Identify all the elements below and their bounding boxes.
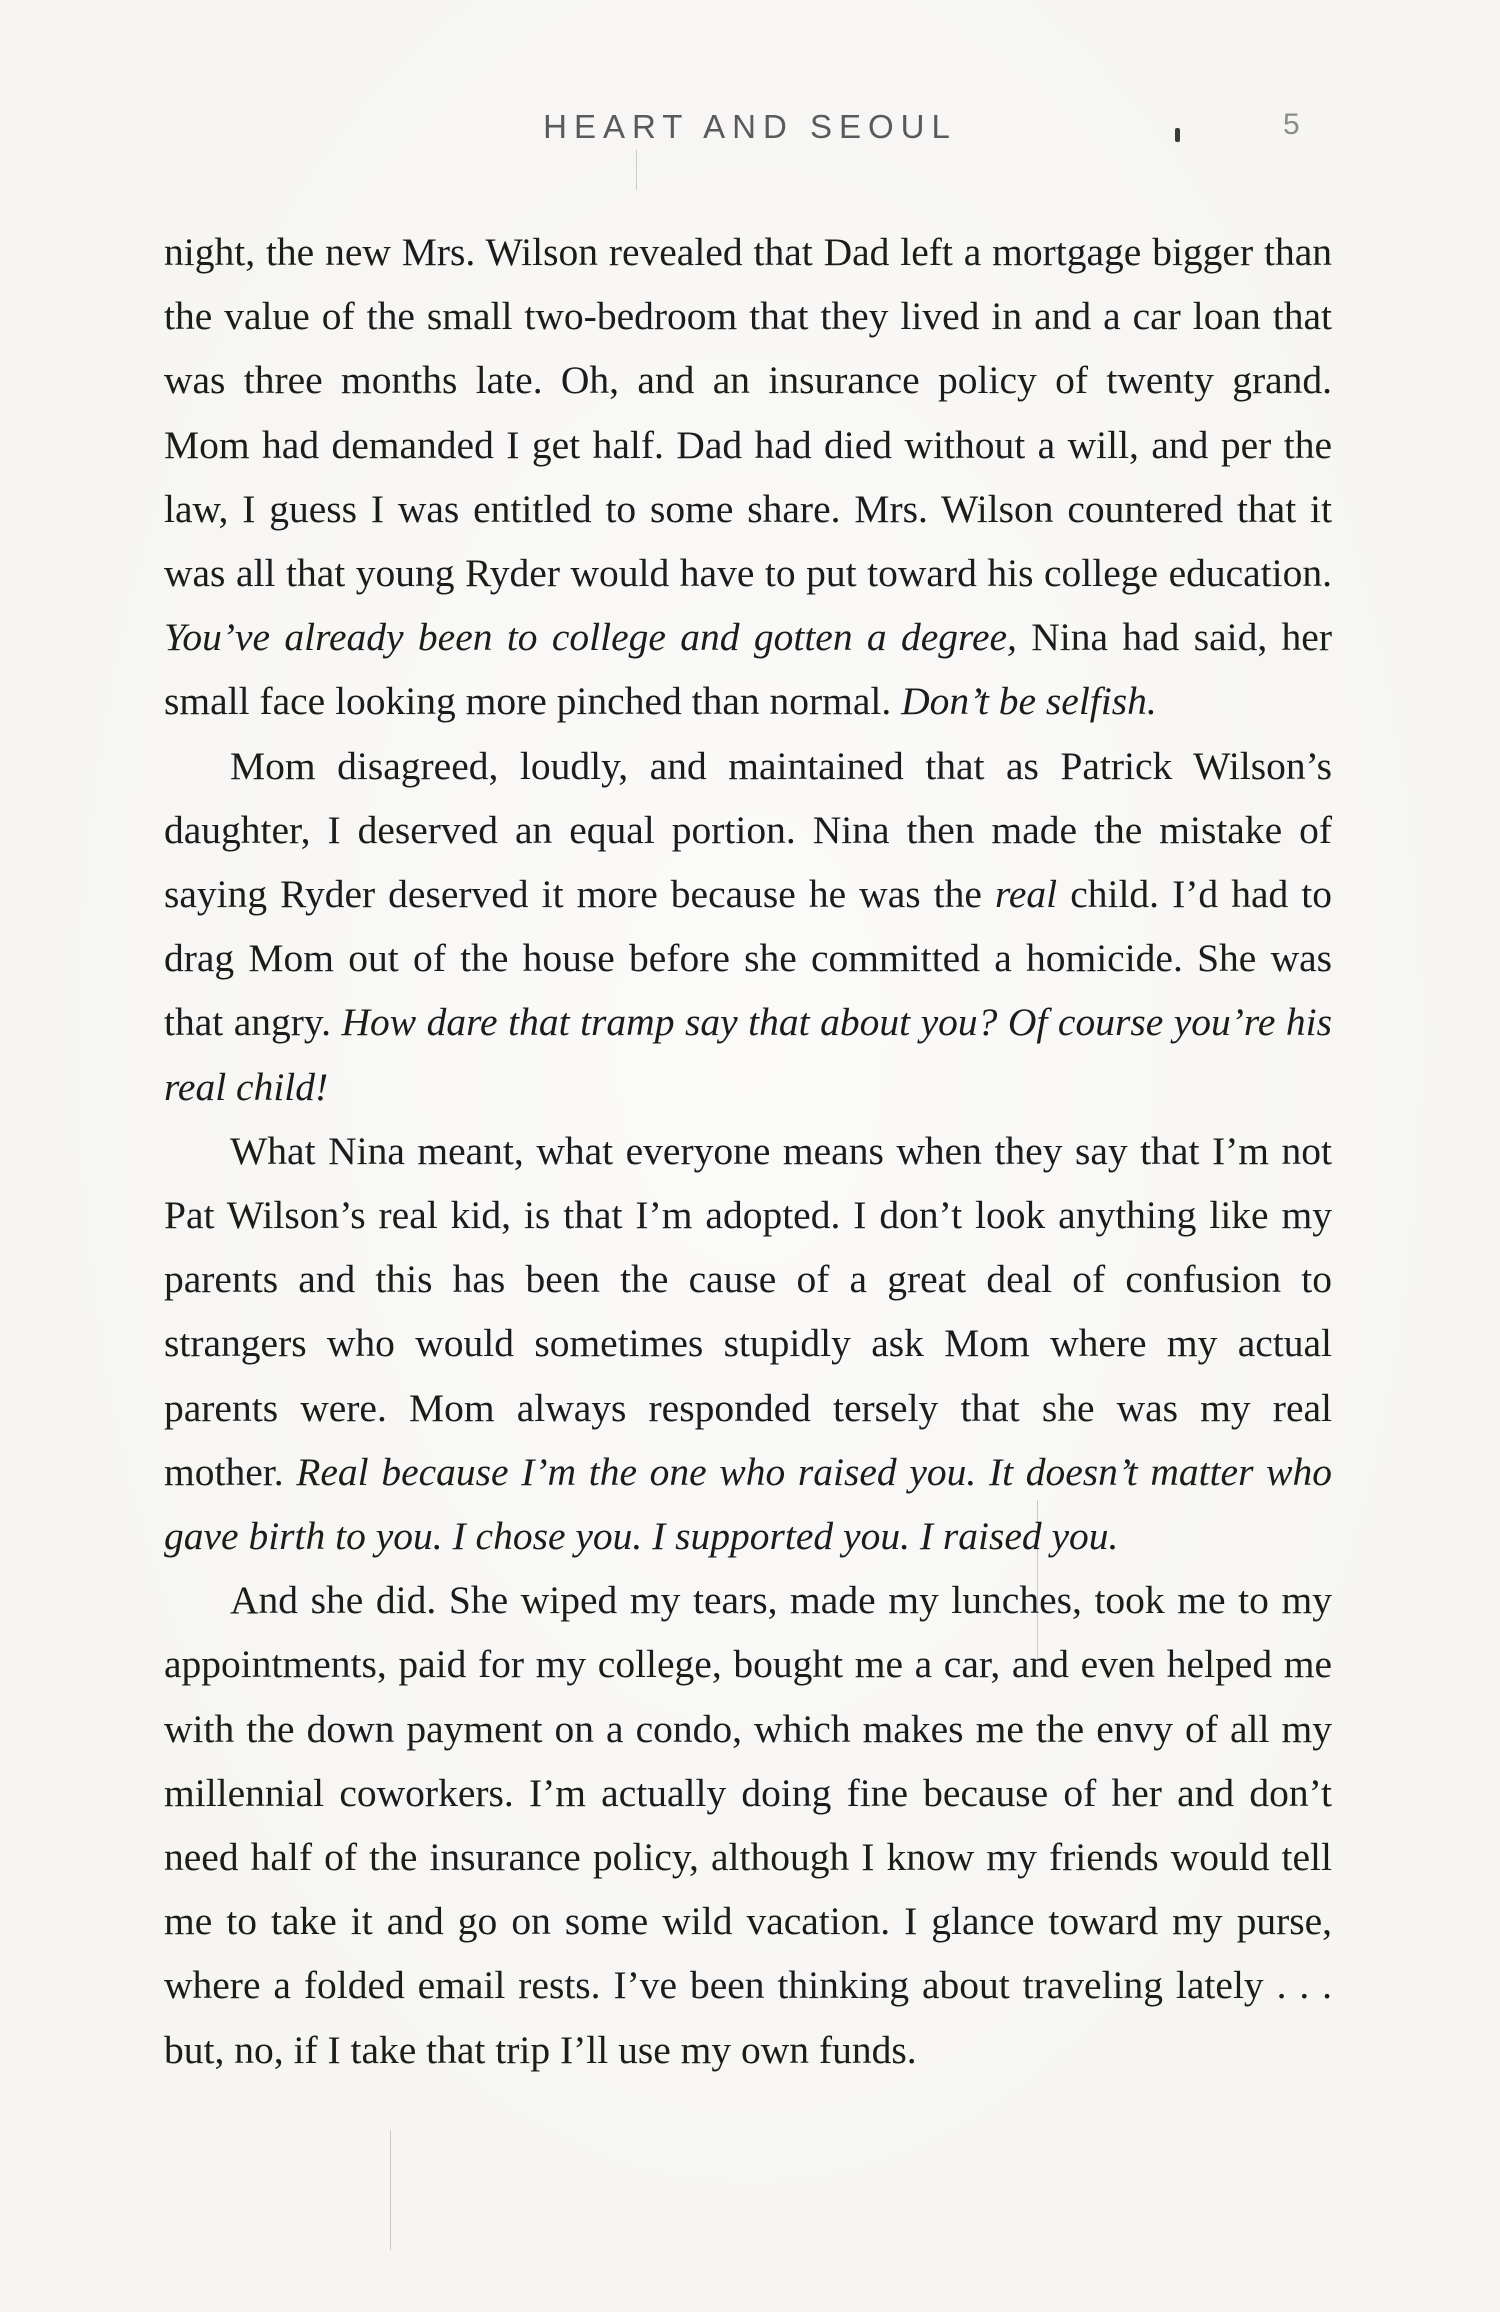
italic-run: How dare that tramp say that about you? Of course you’re his real child! xyxy=(164,1000,1332,1109)
bleed-through-line xyxy=(636,150,637,190)
running-head xyxy=(0,108,1500,158)
paragraph xyxy=(164,1119,1332,1568)
running-title: HEART AND SEOUL xyxy=(543,108,957,145)
italic-run: You’ve already been to college and gotten a degree, xyxy=(164,615,1017,660)
page-number: 5 xyxy=(1283,108,1300,141)
body-text xyxy=(164,220,1332,2082)
text-run: Nina had said, her small face looking more pinched than normal. xyxy=(164,615,1332,724)
text-run: night, the new Mrs. Wilson revealed that Dad left a mortgage bigger than the value of the small two-bedroom that they lived in and a car loan that was three months late. Oh, and an insurance policy of twenty grand. Mom had demanded I get half. Dad had died without a will, and per the law, I guess I was entitled to some share. Mrs. Wilson countered that it was all that young Ryder would have to put toward his college education. xyxy=(164,230,1332,596)
text-run: What Nina meant, what everyone means when they say that I’m not Pat Wilson’s real kid, is that I’m adopted. I don’t look anything like my parents and this has been the cause of a great deal of confusion to strangers who would sometimes stupidly ask Mom where my actual parents were. Mom always responded tersely that she was my real mother. xyxy=(164,1128,1332,1494)
italic-run: real xyxy=(994,872,1058,917)
bleed-through-line xyxy=(390,2130,391,2250)
ornament-mark xyxy=(1175,128,1180,142)
paragraph xyxy=(164,220,1332,734)
italic-run: Don’t be selfish. xyxy=(901,679,1157,724)
paragraph xyxy=(164,734,1332,1119)
text-run: child. I’d had to drag Mom out of the house before she committed a homicide. She was that angry. xyxy=(164,872,1333,1045)
italic-run: Real because I’m the one who raised you. It doesn’t matter who gave birth to you. I chose you. I supported you. I raised you. xyxy=(164,1449,1332,1559)
text-run: Mom disagreed, loudly, and maintained that as Patrick Wilson’s daughter, I deserved an equal portion. Nina then made the mistake of saying Ryder deserved it more because he was the xyxy=(164,743,1332,917)
paragraph xyxy=(164,1568,1332,2082)
text-run: And she did. She wiped my tears, made my lunches, took me to my appointments, paid for my college, bought me a car, and even helped me with the down payment on a condo, which makes me the envy of all my millennial coworkers. I’m actually doing fine because of her and don’t need half of the insurance policy, although I know my friends would tell me to take it and go on some wild vacation. I glance toward my purse, where a folded email rests. I’ve been thinking about traveling lately . . . but, no, if I take that trip I’ll use my own funds. xyxy=(164,1578,1332,2072)
